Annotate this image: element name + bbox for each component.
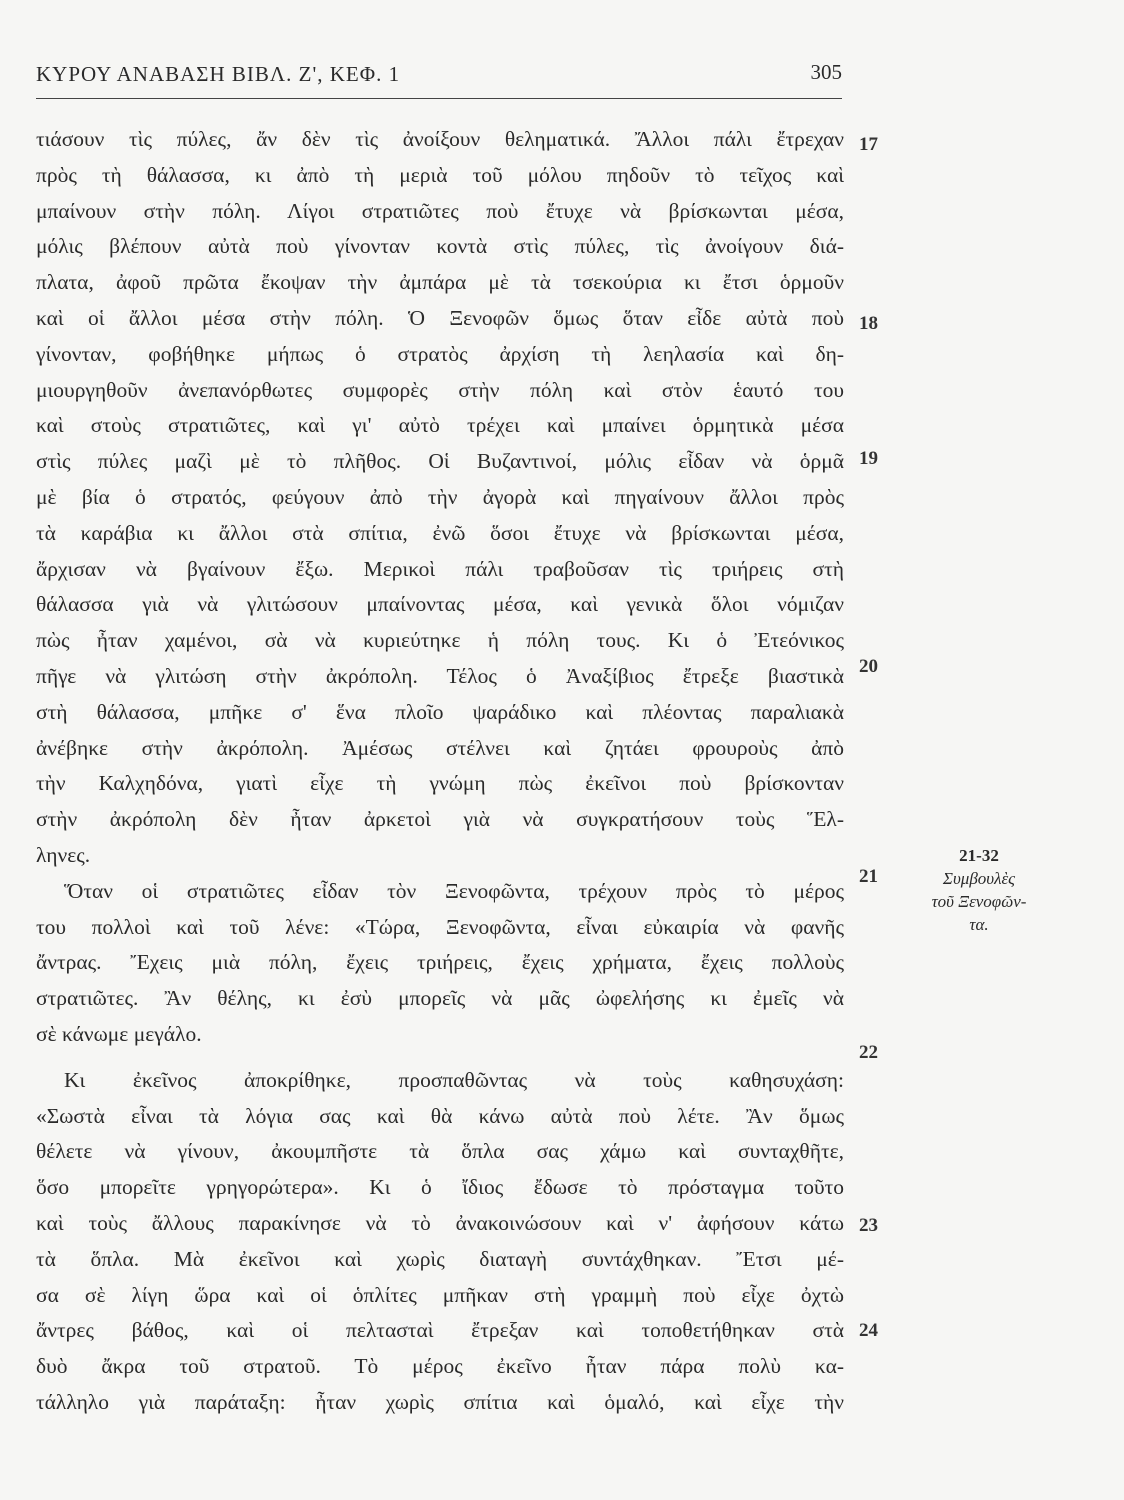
text-line: μὲ βία ὁ στρατός, φεύγουν ἀπὸ τὴν ἀγορὰ καὶ πηγαίνουν ἄλλοι πρὸς <box>36 484 844 509</box>
text-line: μπαίνουν στὴν πόλη. Λίγοι στρατιῶτες ποὺ ἔτυχε νὰ βρίσκωνται μέσα, <box>36 198 844 223</box>
section-number-23: 23 <box>859 1215 878 1236</box>
text-line: τάλληλο γιὰ παράταξη: ἦταν χωρὶς σπίτια καὶ ὁμαλό, καὶ εἶχε τὴν <box>36 1389 844 1414</box>
text-line: θέλετε νὰ γίνουν, ἀκουμπῆστε τὰ ὅπλα σας χάμω καὶ συνταχθῆτε, <box>36 1139 844 1164</box>
text-line: σὲ κάνωμε μεγάλο. <box>36 1021 202 1046</box>
text-line: σα σὲ λίγη ὥρα καὶ οἱ ὁπλίτες μπῆκαν στὴ γραμμὴ ποὺ εἶχε ὀχτὼ <box>36 1282 844 1307</box>
text-line: καὶ στοὺς στρατιῶτες, καὶ γι' αὐτὸ τρέχει καὶ μπαίνει ὁρμητικὰ μέσα <box>36 413 844 438</box>
running-title: ΚΥΡΟΥ ΑΝΑΒΑΣΗ ΒΙΒΛ. Ζ', ΚΕΦ. 1 <box>36 62 401 86</box>
text-line: τὰ ὅπλα. Μὰ ἐκεῖνοι καὶ χωρὶς διαταγὴ συντάχθηκαν. Ἔτσι μέ- <box>36 1246 844 1271</box>
text-line: ἀνέβηκε στὴν ἀκρόπολη. Ἀμέσως στέλνει καὶ ζητάει φρουροὺς ἀπὸ <box>36 735 844 760</box>
text-line: γίνονταν, φοβήθηκε μήπως ὁ στρατὸς ἀρχίση τὴ λεηλασία καὶ δη- <box>36 341 844 366</box>
margin-note-range: 21-32 <box>959 846 999 865</box>
text-line: καὶ οἱ ἄλλοι μέσα στὴν πόλη. Ὁ Ξενοφῶν ὅμως ὅταν εἶδε αὐτὰ ποὺ <box>36 305 844 330</box>
body-text <box>36 122 844 1421</box>
text-line: Κι ἐκεῖνος ἀποκρίθηκε, προσπαθῶντας νὰ τοὺς καθησυχάση: <box>64 1067 844 1092</box>
text-line: τὰ καράβια κι ἄλλοι στὰ σπίτια, ἐνῶ ὅσοι ἔτυχε νὰ βρίσκωνται μέσα, <box>36 520 844 545</box>
text-line: του πολλοὶ καὶ τοῦ λένε: «Τώρα, Ξενοφῶντα, εἶναι εὐκαιρία νὰ φανῆς <box>36 914 844 939</box>
text-line: δυὸ ἄκρα τοῦ στρατοῦ. Τὸ μέρος ἐκεῖνο ἦταν πάρα πολὺ κα- <box>36 1354 844 1379</box>
text-line: στὴν ἀκρόπολη δὲν ἦταν ἀρκετοὶ γιὰ νὰ συγκρατήσουν τοὺς Ἕλ- <box>36 807 844 832</box>
margin-note <box>914 844 1044 936</box>
text-line: στὴ θάλασσα, μπῆκε σ' ἕνα πλοῖο ψαράδικο καὶ πλέοντας παραλιακὰ <box>36 699 844 724</box>
section-number-22: 22 <box>859 1042 878 1063</box>
text-line: «Σωστὰ εἶναι τὰ λόγια σας καὶ θὰ κάνω αὐτὰ ποὺ λέτε. Ἂν ὅμως <box>36 1103 844 1128</box>
text-line: τιάσουν τὶς πύλες, ἄν δὲν τὶς ἀνοίξουν θεληματικά. Ἄλλοι πάλι ἔτρεχαν <box>36 127 844 151</box>
margin-note-line: τα. <box>969 915 989 934</box>
text-line: πρὸς τὴ θάλασσα, κι ἀπὸ τὴ μεριὰ τοῦ μόλου πηδοῦν τὸ τεῖχος καὶ <box>36 162 844 187</box>
text-line: Ὅταν οἱ στρατιῶτες εἶδαν τὸν Ξενοφῶντα, τρέχουν πρὸς τὸ μέρος <box>64 878 844 903</box>
text-line: πλατα, ἀφοῦ πρῶτα ἔκοψαν τὴν ἀμπάρα μὲ τὰ τσεκούρια κι ἔτσι ὁρμοῦν <box>36 270 844 295</box>
text-line: ληνες. <box>36 842 91 867</box>
text-line: τὴν Καλχηδόνα, γιατὶ εἶχε τὴ γνώμη πὼς ἐκεῖνοι ποὺ βρίσκονταν <box>36 771 844 796</box>
running-head <box>36 60 842 99</box>
text-line: στρατιῶτες. Ἂν θέλης, κι ἐσὺ μπορεῖς νὰ μᾶς ὠφελήσης κι ἐμεῖς νὰ <box>36 986 844 1011</box>
paragraph-gap <box>36 1053 844 1063</box>
section-number-20: 20 <box>859 656 878 677</box>
text-line: ἄρχισαν νὰ βγαίνουν ἔξω. Μερικοὶ πάλι τραβοῦσαν τὶς τριήρεις στὴ <box>36 556 844 581</box>
section-number-21: 21 <box>859 866 878 887</box>
margin-note-line: τοῦ Ξενοφῶν- <box>931 892 1027 911</box>
text-line: θάλασσα γιὰ νὰ γλιτώσουν μπαίνοντας μέσα, καὶ γενικὰ ὅλοι νόμιζαν <box>36 592 844 617</box>
text-line: πὼς ἦταν χαμένοι, σὰ νὰ κυριεύτηκε ἡ πόλη τους. Κι ὁ Ἐτεόνικος <box>36 628 844 653</box>
text-line: στὶς πύλες μαζὶ μὲ τὸ πλῆθος. Οἱ Βυζαντινοί, μόλις εἶδαν νὰ ὁρμᾶ <box>36 449 844 474</box>
page-number: 305 <box>810 60 842 84</box>
section-number-19: 19 <box>859 448 878 469</box>
section-number-18: 18 <box>859 313 878 334</box>
text-line: πῆγε νὰ γλιτώση στὴν ἀκρόπολη. Τέλος ὁ Ἀναξίβιος ἔτρεξε βιαστικὰ <box>36 663 844 688</box>
section-number-17: 17 <box>859 134 878 155</box>
text-line: καὶ τοὺς ἄλλους παρακίνησε νὰ τὸ ἀνακοινώσουν καὶ ν' ἀφήσουν κάτω <box>36 1210 844 1235</box>
text-line: μόλις βλέπουν αὐτὰ ποὺ γίνονταν κοντὰ στὶς πύλες, τὶς ἀνοίγουν διά- <box>36 234 844 259</box>
text-line: μιουργηθοῦν ἀνεπανόρθωτες συμφορὲς στὴν πόλη καὶ στὸν ἑαυτό του <box>36 377 844 402</box>
text-line: ἄντρες βάθος, καὶ οἱ πελτασταὶ ἔτρεξαν καὶ τοποθετήθηκαν στὰ <box>36 1318 844 1343</box>
text-line: ἄντρας. Ἔχεις μιὰ πόλη, ἔχεις τριήρεις, ἔχεις χρήματα, ἔχεις πολλοὺς <box>36 950 844 975</box>
text-line: ὅσο μπορεῖτε γρηγορώτερα». Κι ὁ ἴδιος ἔδωσε τὸ πρόσταγμα τοῦτο <box>36 1175 844 1200</box>
margin-note-line: Συμβουλὲς <box>942 869 1016 888</box>
section-number-24: 24 <box>859 1320 878 1341</box>
